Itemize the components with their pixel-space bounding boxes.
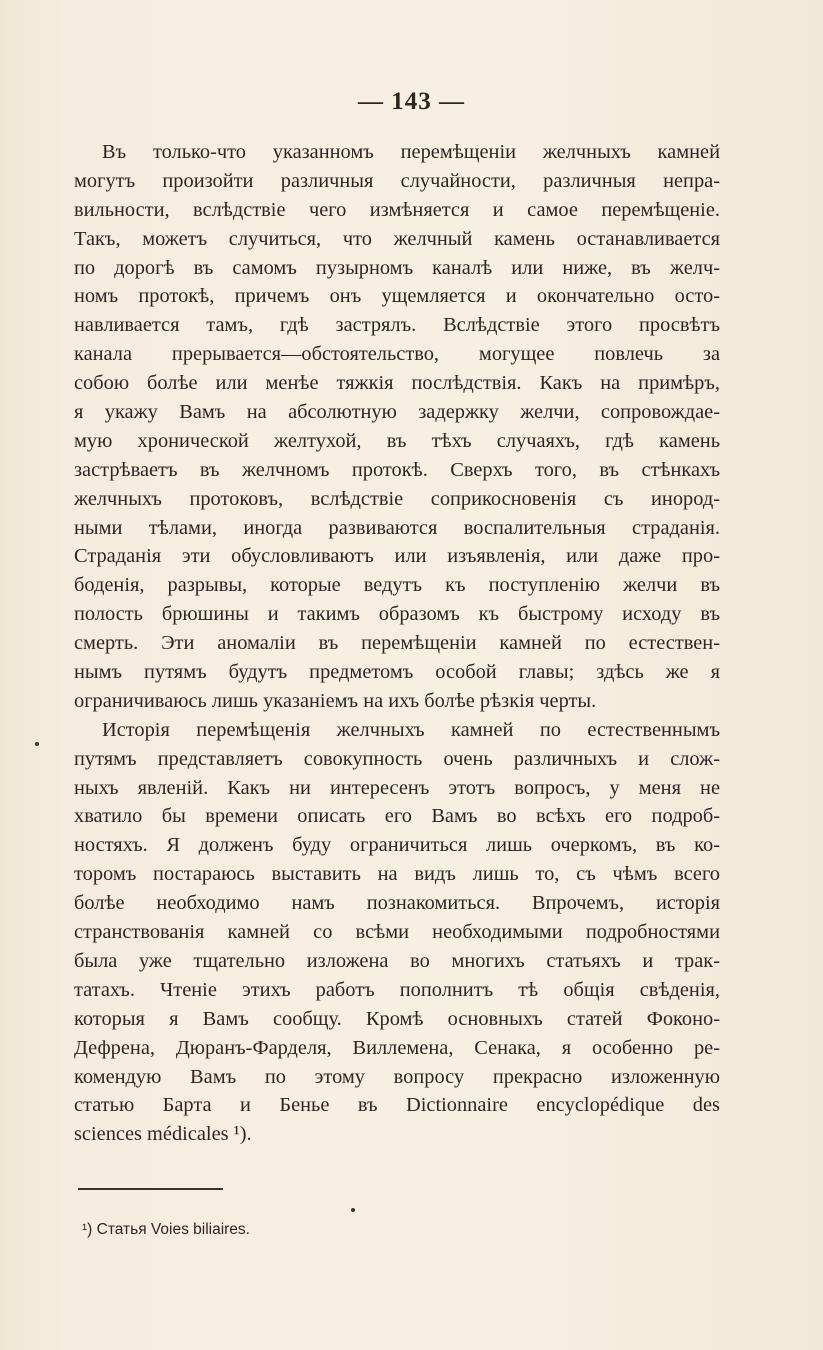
paragraph-1 [74,138,720,716]
text-line: желчныхъ протоковъ, вслѣдствіе соприкосновенія съ инород- [74,487,720,510]
text-line: болѣе необходимо намъ познакомиться. Впрочемъ, исторія [74,892,720,915]
text-line: ограничиваюсь лишь указаніемъ на ихъ болѣе рѣзкія черты. [74,689,597,712]
text-line: по дорогѣ въ самомъ пузырномъ каналѣ или ниже, въ желч- [74,256,720,279]
print-speck [35,742,39,746]
text-line: ныхъ явленій. Какъ ни интересенъ этотъ вопросъ, у меня не [74,776,720,799]
text-line: я укажу Вамъ на абсолютную задержку желчи, сопровождае- [74,401,720,424]
print-speck [351,1208,355,1212]
text-line: sciences médicales ¹). [74,1123,252,1146]
text-line: нымъ путямъ будутъ предметомъ особой главы; здѣсь же я [74,661,720,684]
text-line: мую хронической желтухой, въ тѣхъ случаяхъ, гдѣ камень [74,429,720,452]
text-line: странствованія камней со всѣми необходимыми подробностями [74,921,720,944]
text-line: ностяхъ. Я долженъ буду ограничиться лишь очеркомъ, въ ко- [74,834,720,857]
paragraph-2 [74,716,720,1149]
text-line: была уже тщательно изложена во многихъ статьяхъ и трак- [74,949,720,972]
text-line: навливается тамъ, гдѣ застрялъ. Вслѣдствіе этого просвѣтъ [74,314,720,337]
text-line: Дефрена, Дюранъ-Фарделя, Виллемена, Сенака, я особенно ре- [74,1036,720,1059]
text-line: вильности, вслѣдствіе чего измѣняется и самое перемѣщеніе. [74,198,720,221]
text-line: номъ протокѣ, причемъ онъ ущемляется и окончательно осто- [74,285,720,308]
text-line: полость брюшины и такимъ образомъ къ быстрому исходу въ [74,603,720,626]
text-line: комендую Вамъ по этому вопросу прекрасно изложенную [74,1065,720,1088]
text-line: Такъ, можетъ случиться, что желчный камень останавливается [74,227,720,250]
text-line: собою болѣе или менѣе тяжкія послѣдствія. Какъ на примѣръ, [74,372,720,395]
body-text [74,138,720,1149]
text-line: татахъ. Чтеніе этихъ работъ пополнитъ тѣ общія свѣденія, [74,978,720,1001]
text-line: Страданія эти обусловливаютъ или изъявленія, или даже про- [74,545,720,568]
text-line: Въ только-что указанномъ перемѣщеніи желчныхъ камней [102,141,720,163]
text-line: путямъ представляетъ совокупность очень различныхъ и слож- [74,747,720,770]
text-line: застрѣваетъ въ желчномъ протокѣ. Сверхъ того, въ стѣнкахъ [74,458,720,481]
text-line: боденія, разрывы, которые ведутъ къ поступленію желчи въ [74,574,720,597]
text-line: ными тѣлами, иногда развиваются воспалительныя страданія. [74,516,720,539]
text-line: канала прерывается—обстоятельство, могущее повлечь за [74,343,720,366]
text-line: могутъ произойти различныя случайности, различныя непра- [74,169,720,192]
text-line: смерть. Эти аномаліи въ перемѣщеніи камней по естествен- [74,632,720,655]
text-line: которыя я Вамъ сообщу. Кромѣ основныхъ статей Фоконо- [74,1007,720,1030]
text-line: хватило бы времени описать его Вамъ во всѣхъ его подроб- [74,805,720,828]
text-line: статью Барта и Бенье въ Dictionnaire encyclopédique des [74,1094,720,1117]
page-number: — 143 — [358,88,465,115]
footnote-divider [78,1188,223,1190]
text-line: торомъ постараюсь выставить на видъ лишь то, съ чѣмъ всего [74,863,720,886]
text-line: Исторія перемѣщенія желчныхъ камней по естественнымъ [102,718,720,741]
footnote: ¹) Статья Voies biliaires. [82,1221,250,1238]
